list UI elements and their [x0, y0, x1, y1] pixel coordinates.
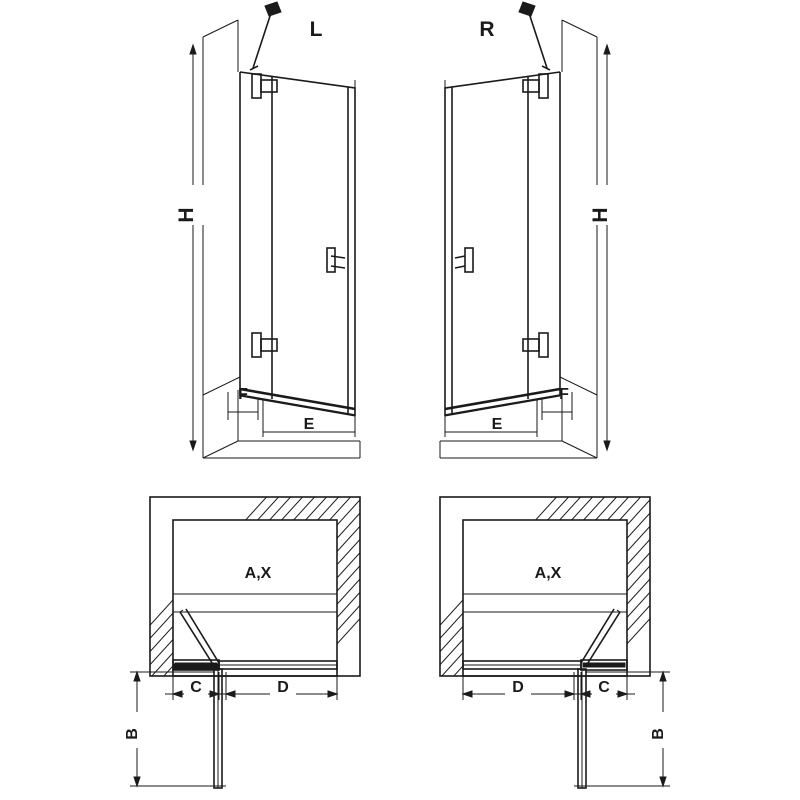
elevation-left-support-bar: [250, 2, 281, 70]
elevation-left-view: [175, 2, 360, 458]
label-f-right: F: [559, 386, 569, 403]
label-ax-right: A,X: [534, 565, 562, 582]
plan-right-wall: [372, 480, 776, 700]
plan-right-door-swing: [581, 609, 620, 666]
plan-left-door-leaf: [219, 661, 337, 669]
label-c-right: C: [598, 679, 610, 696]
plan-left-wall: [82, 480, 486, 700]
label-ax-left: A,X: [244, 565, 272, 582]
plan-left-niche-lines: [173, 594, 337, 612]
label-variant-right: R: [479, 18, 495, 41]
elevation-right-dim-h: [589, 45, 620, 450]
label-f-left: F: [238, 386, 248, 403]
label-variant-left: L: [309, 18, 323, 41]
plan-right-door-leaf: [463, 661, 581, 669]
label-d-left: D: [277, 679, 289, 696]
plan-left-return-panel: [210, 669, 226, 788]
label-d-right: D: [512, 679, 524, 696]
elevation-right-glass: [445, 72, 560, 415]
plan-right-return-panel: [574, 669, 590, 788]
label-c-left: C: [190, 679, 202, 696]
plan-right-niche-lines: [463, 594, 627, 612]
elevation-left-glass: [240, 72, 355, 415]
label-e-right: E: [491, 416, 503, 433]
elevation-right-view: [440, 2, 620, 458]
plan-right-wall-hatch: [372, 480, 776, 700]
label-b-right: B: [650, 728, 667, 740]
label-e-left: E: [303, 416, 315, 433]
plan-left-view: [82, 480, 486, 788]
plan-left-door-swing: [180, 609, 219, 666]
plan-left-wall-hatch: [82, 480, 486, 700]
label-h-right: H: [589, 207, 612, 223]
label-b-left: B: [124, 728, 141, 740]
label-h-left: H: [175, 207, 198, 223]
elevation-right-support-bar: [519, 2, 550, 70]
elevation-left-dim-h: [175, 45, 206, 450]
plan-right-view: [372, 480, 776, 788]
